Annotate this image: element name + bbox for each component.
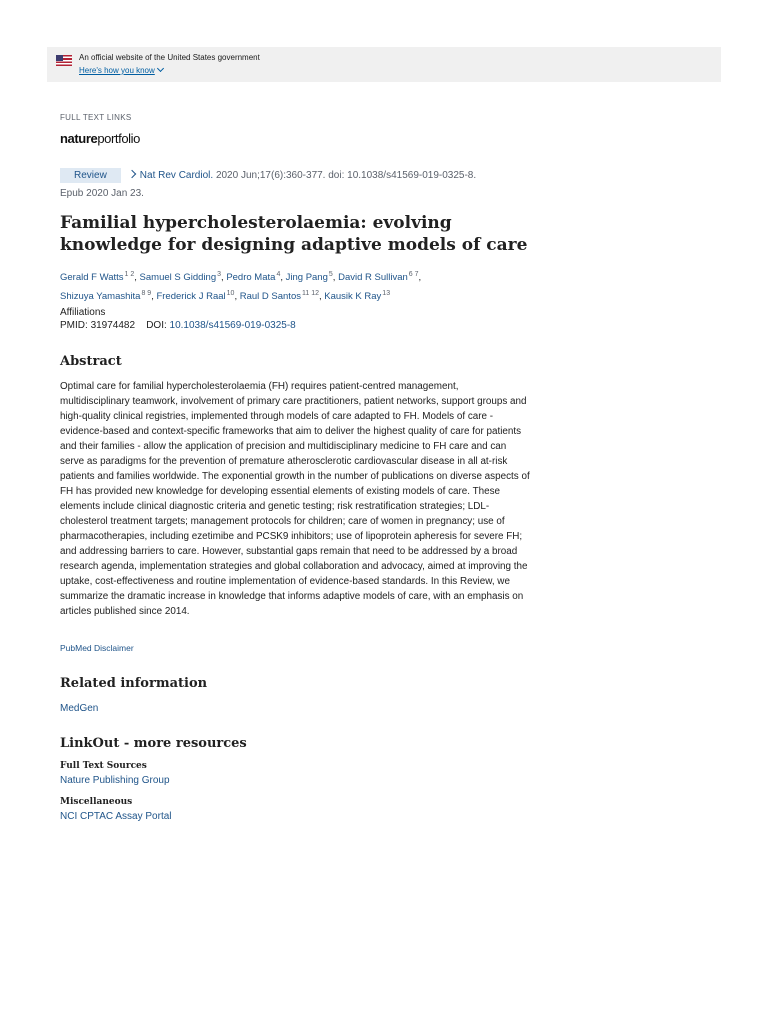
author-affiliation-number[interactable]: 11 12 <box>301 289 319 297</box>
nci-cptac-assay-portal-link[interactable]: NCI CPTAC Assay Portal <box>60 811 172 822</box>
author-link[interactable]: David R Sullivan <box>338 272 408 284</box>
abstract-text: Optimal care for familial hypercholesterolaemia (FH) requires patient-centred management, multidisciplinary teamwork, involvement of primary care practitioners, patient networks, support groups and high-quality clinical registries, implemented through models of care adapted to FH. Models of care - evidence-based and context-specific frameworks that aim to deliver the highest quality of care for patients and their families - allow the application of precision and multidisciplinary medicine to FH care and can serve as paradigms for the prevention of premature atherosclerotic cardiovascular disease in all at-risk patients and families worldwide. The exponential growth in the number of publications on diverse aspects of FH has provided new knowledge for developing essential elements of existing models of care. These elements include clinical diagnostic criteria and genetic testing; risk restratification strategies; LDL-cholesterol treatment targets; management protocols for children; care of women in pregnancy; use of pharmacotherapies, including ezetimibe and PCSK9 inhibitors; use of lipoprotein apheresis for severe FH; and addressing barriers to care. However, substantial gaps remain that need to be addressed by a broad research agenda, implementation strategies and global collaboration and advocacy, aimed at improving the uptake, cost-effectiveness and routine implementation of evidence-based standards. In this Review, we summarize the dramatic increase in knowledge that informs adaptive models of care, with an emphasis on articles published since 2014. <box>60 381 530 617</box>
medgen-link[interactable]: MedGen <box>60 703 99 714</box>
nature-publishing-group-link[interactable]: Nature Publishing Group <box>60 775 170 786</box>
miscellaneous-label: Miscellaneous <box>60 797 133 807</box>
author-link[interactable]: Jing Pang <box>285 272 328 284</box>
related-information-heading: Related information <box>60 676 208 691</box>
heres-how-you-know-link[interactable] <box>79 66 163 75</box>
pubmed-disclaimer-link[interactable]: PubMed Disclaimer <box>60 643 134 653</box>
doi-label: DOI: <box>146 320 167 331</box>
author-link[interactable]: Kausik K Ray <box>324 290 382 302</box>
citation-details: 2020 Jun;17(6):360-377. doi: 10.1038/s41569-019-0325-8. <box>215 170 477 181</box>
author-link[interactable]: Shizuya Yamashita <box>60 290 141 302</box>
us-flag-icon <box>56 55 72 66</box>
epub-date: Epub 2020 Jan 23. <box>60 188 144 199</box>
chevron-right-icon[interactable] <box>128 170 136 178</box>
affiliations-toggle[interactable]: Affiliations <box>60 307 106 318</box>
article-ids <box>60 320 296 331</box>
author-link[interactable]: Gerald F Watts <box>60 272 124 284</box>
heres-how-you-know-label: Here's how you know <box>79 66 155 75</box>
author-affiliation-number[interactable]: 1 2 <box>124 271 135 278</box>
author-link[interactable]: Samuel S Gidding <box>139 272 217 284</box>
pmid-label: PMID: <box>60 320 88 331</box>
pmid-value: 31974482 <box>90 320 136 331</box>
author-affiliation-number[interactable]: 8 9 <box>141 289 152 297</box>
article-title: Familial hypercholesterolaemia: evolving knowledge for designing adaptive models of care <box>60 213 528 255</box>
nature-portfolio-logo[interactable] <box>60 131 140 146</box>
doi-link[interactable]: 10.1038/s41569-019-0325-8 <box>169 320 296 331</box>
author-link[interactable]: Frederick J Raal <box>156 290 226 302</box>
journal-link[interactable]: Nat Rev Cardiol. <box>139 170 214 181</box>
author-link[interactable]: Pedro Mata <box>226 272 276 284</box>
abstract-heading: Abstract <box>60 354 122 369</box>
author-affiliation-number[interactable]: 10 <box>226 289 235 297</box>
author-affiliation-number[interactable]: 5 <box>328 271 333 278</box>
citation-row <box>60 168 476 183</box>
author-link[interactable]: Raul D Santos <box>239 290 301 302</box>
author-affiliation-number[interactable]: 4 <box>276 271 281 278</box>
logo-part-nature: nature <box>60 131 98 146</box>
logo-part-portfolio: portfolio <box>97 131 140 146</box>
linkout-heading: LinkOut - more resources <box>60 736 247 751</box>
full-text-links-label: FULL TEXT LINKS <box>60 113 132 122</box>
gov-banner <box>47 47 721 82</box>
gov-banner-text: An official website of the United States government <box>79 53 260 62</box>
author-affiliation-number[interactable]: 3 <box>217 271 222 278</box>
review-badge: Review <box>60 168 121 183</box>
author-affiliation-number[interactable]: 13 <box>382 289 391 297</box>
chevron-down-icon <box>157 65 164 72</box>
authors-list: Gerald F Watts$^{1 2}$, Samuel S Gidding$^3$, Pedro Mata$^4$, Jing Pang$^5$, David R Sullivan$^{6 7}$, Shizuya Yamashita$^{8 9}$, Frederick J Raal$^{10}$, Raul D Santos$^{11 12}$, Kausik K Ray$^{13}$ <box>60 271 422 302</box>
author-affiliation-number[interactable]: 6 7 <box>408 271 419 278</box>
full-text-sources-label: Full Text Sources <box>60 761 147 771</box>
